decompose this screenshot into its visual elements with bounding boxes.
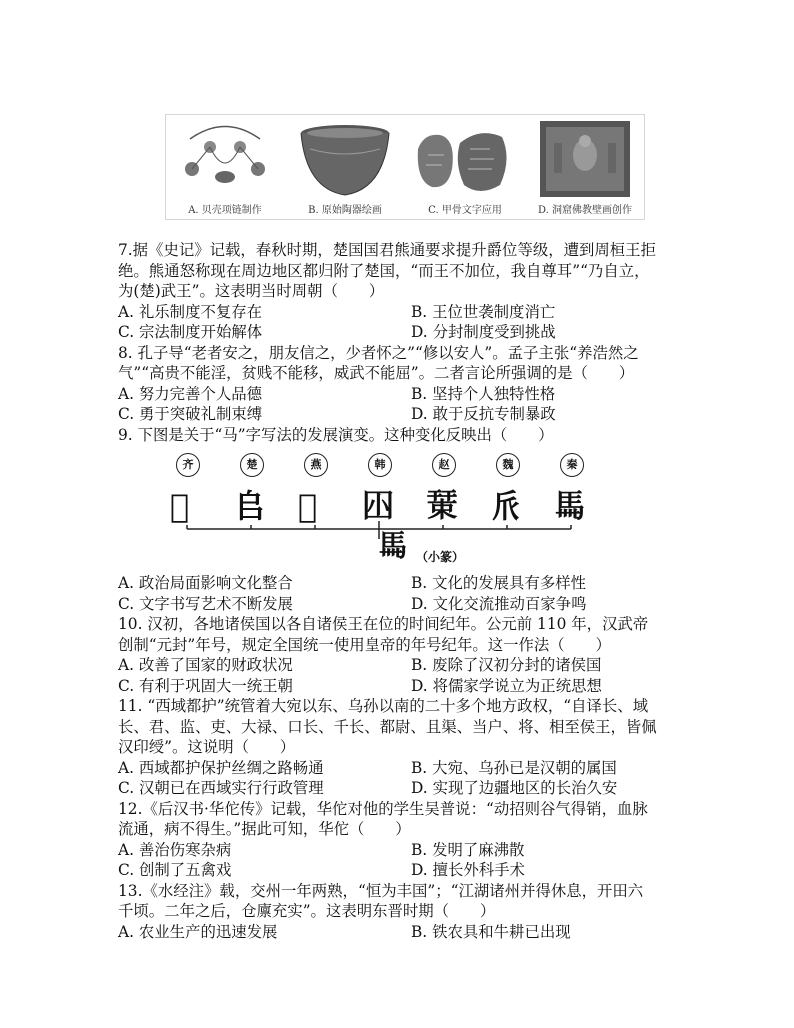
image-b-caption: B. 原始陶器绘画 xyxy=(308,205,382,216)
q13-option-a: A. 农业生产的迅速发展 xyxy=(118,922,278,941)
state-seal-qi: 齐 xyxy=(176,453,200,477)
q8-option-b: B. 坚持个人独特性格 xyxy=(411,384,556,403)
horse-variant-wei: 𠂢 xyxy=(490,487,523,525)
image-c xyxy=(406,115,524,219)
q7-options-row1 xyxy=(118,302,658,323)
q10-options-row2 xyxy=(118,676,658,697)
q7-stem: 7.据《史记》记载，春秋时期，楚国国君熊通要求提升爵位等级，遭到周桓王拒绝。熊通怒称现在周边地区都归附了楚国，“而王不加位，我自尊耳”“乃自立，为(楚)武王”。这表明当时周朝（ ） xyxy=(118,241,656,300)
shell-necklace-icon xyxy=(170,119,280,201)
image-b xyxy=(286,115,404,219)
state-seal-han: 韩 xyxy=(368,453,392,477)
options-image-strip xyxy=(165,114,645,220)
q9-stem: 9. 下图是关于“马”字写法的发展演变。这种变化反映出（ ） xyxy=(118,425,554,444)
q8-option-c: C. 勇于突破礼制束缚 xyxy=(118,405,263,423)
q8-stem: 8. 孔子导“老者安之，朋友信之，少者怀之”“修以安人”。孟子主张“养浩然之气”“高贵不能淫，贫贱不能移，威武不能屈”。二者言论所强调的是（ ） xyxy=(118,343,639,382)
q9-option-c: C. 文字书写艺术不断发展 xyxy=(118,594,293,613)
state-seal-yan: 燕 xyxy=(304,453,328,477)
q10-option-b: B. 废除了汉初分封的诸侯国 xyxy=(411,656,602,674)
q9-option-b: B. 文化的发展具有多样性 xyxy=(411,574,587,592)
horse-variant-qin: 𩡧 xyxy=(554,487,587,525)
questions xyxy=(118,240,658,942)
q10-option-c: C. 有利于巩固大一统王朝 xyxy=(118,676,293,695)
q7-option-d: D. 分封制度受到挑战 xyxy=(411,323,556,341)
pottery-bowl-icon xyxy=(290,119,400,201)
q11-option-c: C. 汉朝已在西域实行行政管理 xyxy=(118,779,324,797)
image-c-caption: C. 甲骨文字应用 xyxy=(428,205,502,216)
q10-option-d: D. 将儒家学说立为正统思想 xyxy=(411,676,602,695)
q13-options-row1 xyxy=(118,922,658,943)
state-seal-wei: 魏 xyxy=(496,453,520,477)
q8-options-row2 xyxy=(118,404,658,425)
q7-option-a: A. 礼乐制度不复存在 xyxy=(118,302,263,321)
q13-option-b: B. 铁农具和牛耕已出现 xyxy=(411,922,571,941)
q12-options-row2 xyxy=(118,860,658,881)
q12-option-a: A. 善治伤寒杂病 xyxy=(118,840,232,859)
q7-option-c: C. 宗法制度开始解体 xyxy=(118,323,263,341)
q10-option-a: A. 改善了国家的财政状况 xyxy=(118,656,293,674)
q10-stem: 10. 汉初，各地诸侯国以各自诸侯王在位的时间纪年。公元前 110 年，汉武帝创制“元封”年号，规定全国统一使用皇帝的年号纪年。这一作法（ ） xyxy=(118,615,649,654)
image-a-caption: A. 贝壳项链制作 xyxy=(188,205,262,216)
q12-option-c: C. 创制了五禽戏 xyxy=(118,861,232,879)
q9-options-row1 xyxy=(118,573,658,594)
q10-options-row1 xyxy=(118,655,658,676)
q8-options-row1 xyxy=(118,384,658,405)
q11-options-row2 xyxy=(118,778,658,799)
horse-variant-zhao: 𢆞 xyxy=(426,487,459,525)
horse-variant-han: 𡆧 xyxy=(362,487,395,525)
horse-variant-yan: 𢀳 xyxy=(298,487,318,525)
image-d-caption: D. 洞窟佛教壁画创作 xyxy=(537,205,633,216)
q9-options-row2 xyxy=(118,594,658,615)
q8-option-a: A. 努力完善个人品德 xyxy=(118,384,263,403)
q12-option-b: B. 发明了麻沸散 xyxy=(411,840,525,859)
image-d xyxy=(526,115,644,219)
small-seal-label: （小篆） xyxy=(416,550,465,564)
q11-option-a: A. 西域都护保护丝绸之路畅通 xyxy=(118,758,324,777)
q12-option-d: D. 擅长外科手术 xyxy=(411,861,525,879)
q9-option-a: A. 政治局面影响文化整合 xyxy=(118,574,293,592)
horse-variant-chu: 𠂤 xyxy=(234,487,267,525)
horse-variant-qi: 𢑚 xyxy=(170,487,190,525)
q9-option-d: D. 文化交流推动百家争鸣 xyxy=(411,594,587,613)
q12-options-row1 xyxy=(118,840,658,861)
q11-options-row1 xyxy=(118,758,658,779)
q11-stem: 11. “西域都护”统管着大宛以东、乌孙以南的二十多个地方政权，“自译长、域长、君、监、吏、大禄、口长、千长、都尉、且渠、当户、将、相至侯王，皆佩汉印绶”。这说明（ ） xyxy=(118,697,657,756)
state-seal-qin: 秦 xyxy=(560,453,584,477)
q8-option-d: D. 敢于反抗专制暴政 xyxy=(411,405,556,423)
state-seal-zhao: 赵 xyxy=(432,453,456,477)
q13-stem: 13.《水经注》载，交州一年两熟，“恒为丰国”；“江湖诸州并得休息，开田六千顷。二年之后，仓廪充实”。这表明东晋时期（ ） xyxy=(118,881,644,920)
q11-option-b: B. 大宛、乌孙已是汉朝的属国 xyxy=(411,758,617,777)
cave-mural-icon xyxy=(530,119,640,201)
q7-option-b: B. 王位世袭制度消亡 xyxy=(411,302,556,321)
horse-character-evolution-figure xyxy=(170,447,620,571)
q7-options-row2 xyxy=(118,322,658,343)
q12-stem: 12.《后汉书·华佗传》记载，华佗对他的学生吴普说：“动招则谷气得销，血脉流通，病不得生。”据此可知，华佗（ ） xyxy=(118,799,648,838)
horse-small-seal: 𩡧 xyxy=(378,529,408,564)
q11-option-d: D. 实现了边疆地区的长治久安 xyxy=(411,779,618,797)
state-seal-chu: 楚 xyxy=(240,453,264,477)
oracle-bone-icon xyxy=(410,119,520,201)
image-a xyxy=(166,115,284,219)
